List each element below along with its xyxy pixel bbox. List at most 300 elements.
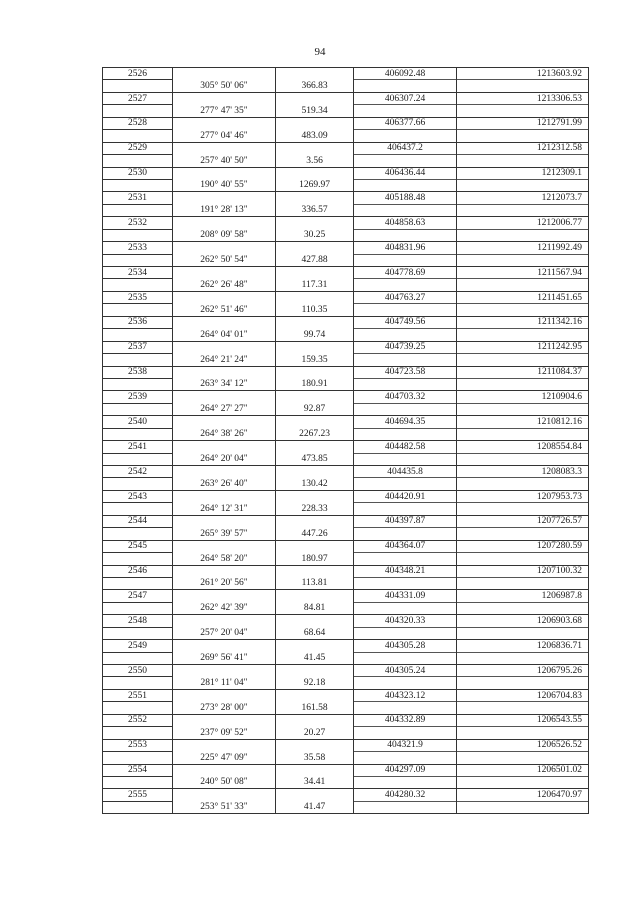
northing-blank — [457, 354, 589, 366]
point-id: 2543 — [103, 490, 173, 502]
easting-blank — [354, 130, 457, 142]
easting-value: 404763.27 — [354, 291, 457, 303]
northing-blank — [457, 652, 589, 664]
bearing-blank — [173, 540, 276, 552]
distance-blank — [276, 167, 354, 179]
distance-blank — [276, 242, 354, 254]
easting-value: 404305.24 — [354, 665, 457, 677]
northing-blank — [457, 503, 589, 515]
easting-blank — [354, 329, 457, 341]
distance-blank — [276, 316, 354, 328]
point-blank — [103, 329, 173, 341]
easting-blank — [354, 528, 457, 540]
point-row — [103, 689, 589, 701]
northing-blank — [457, 329, 589, 341]
northing-value: 1211567.94 — [457, 267, 589, 279]
easting-value: 406377.66 — [354, 117, 457, 129]
distance-blank — [276, 217, 354, 229]
point-row — [103, 565, 589, 577]
easting-value: 404331.09 — [354, 590, 457, 602]
distance-value: 41.45 — [276, 652, 354, 664]
easting-blank — [354, 453, 457, 465]
distance-blank — [276, 565, 354, 577]
bearing-value: 225° 47' 09" — [173, 752, 276, 764]
bearing-value: 264° 38' 26" — [173, 428, 276, 440]
point-id: 2531 — [103, 192, 173, 204]
point-blank — [103, 528, 173, 540]
distance-value: 20.27 — [276, 727, 354, 739]
easting-blank — [354, 403, 457, 415]
segment-row — [103, 329, 589, 341]
segment-row — [103, 453, 589, 465]
distance-value: 41.47 — [276, 801, 354, 813]
segment-row — [103, 403, 589, 415]
bearing-blank — [173, 192, 276, 204]
northing-blank — [457, 179, 589, 191]
easting-value: 404739.25 — [354, 341, 457, 353]
point-blank — [103, 378, 173, 390]
point-id: 2551 — [103, 689, 173, 701]
northing-blank — [457, 776, 589, 788]
segment-row — [103, 528, 589, 540]
point-row — [103, 665, 589, 677]
distance-value: 34.41 — [276, 776, 354, 788]
point-row — [103, 789, 589, 801]
point-row — [103, 515, 589, 527]
northing-value: 1206704.83 — [457, 689, 589, 701]
bearing-blank — [173, 117, 276, 129]
northing-value: 1206501.02 — [457, 764, 589, 776]
point-blank — [103, 702, 173, 714]
bearing-value: 263° 26' 40" — [173, 478, 276, 490]
point-id: 2526 — [103, 68, 173, 80]
distance-blank — [276, 117, 354, 129]
distance-value: 159.35 — [276, 354, 354, 366]
easting-value: 404858.63 — [354, 217, 457, 229]
northing-blank — [457, 627, 589, 639]
easting-blank — [354, 279, 457, 291]
bearing-value: 264° 21' 24" — [173, 354, 276, 366]
easting-value: 404280.32 — [354, 789, 457, 801]
easting-blank — [354, 577, 457, 589]
distance-value: 228.33 — [276, 503, 354, 515]
easting-value: 406307.24 — [354, 92, 457, 104]
northing-blank — [457, 602, 589, 614]
point-blank — [103, 677, 173, 689]
point-id: 2532 — [103, 217, 173, 229]
point-id: 2539 — [103, 391, 173, 403]
northing-blank — [457, 378, 589, 390]
northing-value: 1211992.49 — [457, 242, 589, 254]
distance-blank — [276, 540, 354, 552]
northing-value: 1207100.32 — [457, 565, 589, 577]
bearing-value: 257° 40' 50" — [173, 155, 276, 167]
point-id: 2555 — [103, 789, 173, 801]
segment-row — [103, 130, 589, 142]
point-row — [103, 739, 589, 751]
easting-blank — [354, 105, 457, 117]
distance-value: 336.57 — [276, 204, 354, 216]
bearing-blank — [173, 291, 276, 303]
point-id: 2541 — [103, 441, 173, 453]
point-id: 2538 — [103, 366, 173, 378]
bearing-value: 305° 50' 06" — [173, 80, 276, 92]
distance-blank — [276, 267, 354, 279]
point-blank — [103, 105, 173, 117]
northing-value: 1206470.97 — [457, 789, 589, 801]
bearing-value: 253° 51' 33" — [173, 801, 276, 813]
easting-value: 404397.87 — [354, 515, 457, 527]
bearing-value: 277° 47' 35" — [173, 105, 276, 117]
point-blank — [103, 652, 173, 664]
bearing-value: 264° 58' 20" — [173, 553, 276, 565]
easting-value: 404332.89 — [354, 714, 457, 726]
table-body — [103, 68, 589, 814]
segment-row — [103, 204, 589, 216]
survey-coordinates-table — [102, 67, 589, 814]
segment-row — [103, 354, 589, 366]
easting-value: 404749.56 — [354, 316, 457, 328]
bearing-blank — [173, 341, 276, 353]
point-blank — [103, 453, 173, 465]
point-row — [103, 267, 589, 279]
northing-blank — [457, 553, 589, 565]
northing-blank — [457, 428, 589, 440]
bearing-blank — [173, 739, 276, 751]
point-id: 2553 — [103, 739, 173, 751]
easting-blank — [354, 478, 457, 490]
bearing-value: 264° 27' 27" — [173, 403, 276, 415]
northing-value: 1211342.16 — [457, 316, 589, 328]
segment-row — [103, 229, 589, 241]
point-id: 2528 — [103, 117, 173, 129]
northing-blank — [457, 752, 589, 764]
northing-value: 1210812.16 — [457, 416, 589, 428]
easting-blank — [354, 179, 457, 191]
northing-value: 1213603.92 — [457, 68, 589, 80]
distance-value: 92.18 — [276, 677, 354, 689]
bearing-blank — [173, 764, 276, 776]
segment-row — [103, 304, 589, 316]
point-row — [103, 714, 589, 726]
northing-blank — [457, 229, 589, 241]
northing-blank — [457, 478, 589, 490]
distance-blank — [276, 92, 354, 104]
northing-value: 1211242.95 — [457, 341, 589, 353]
point-id: 2529 — [103, 142, 173, 154]
distance-blank — [276, 789, 354, 801]
easting-blank — [354, 677, 457, 689]
segment-row — [103, 702, 589, 714]
easting-value: 406437.2 — [354, 142, 457, 154]
northing-blank — [457, 727, 589, 739]
point-id: 2544 — [103, 515, 173, 527]
bearing-blank — [173, 515, 276, 527]
northing-blank — [457, 204, 589, 216]
point-blank — [103, 776, 173, 788]
northing-value: 1212309.1 — [457, 167, 589, 179]
bearing-value: 262° 42' 39" — [173, 602, 276, 614]
segment-row — [103, 80, 589, 92]
easting-blank — [354, 378, 457, 390]
point-row — [103, 391, 589, 403]
easting-blank — [354, 602, 457, 614]
distance-blank — [276, 640, 354, 652]
bearing-blank — [173, 441, 276, 453]
northing-value: 1212791.99 — [457, 117, 589, 129]
northing-value: 1207280.59 — [457, 540, 589, 552]
bearing-blank — [173, 267, 276, 279]
bearing-blank — [173, 217, 276, 229]
point-row — [103, 217, 589, 229]
bearing-blank — [173, 490, 276, 502]
distance-blank — [276, 764, 354, 776]
bearing-value: 264° 12' 31" — [173, 503, 276, 515]
point-row — [103, 416, 589, 428]
easting-value: 404831.96 — [354, 242, 457, 254]
distance-value: 117.31 — [276, 279, 354, 291]
easting-blank — [354, 752, 457, 764]
northing-blank — [457, 254, 589, 266]
easting-blank — [354, 304, 457, 316]
distance-value: 68.64 — [276, 627, 354, 639]
bearing-blank — [173, 714, 276, 726]
bearing-value: 208° 09' 58" — [173, 229, 276, 241]
easting-value: 404694.35 — [354, 416, 457, 428]
point-blank — [103, 577, 173, 589]
point-blank — [103, 130, 173, 142]
point-row — [103, 92, 589, 104]
segment-row — [103, 577, 589, 589]
distance-blank — [276, 615, 354, 627]
bearing-value: 265° 39' 57" — [173, 528, 276, 540]
distance-value: 99.74 — [276, 329, 354, 341]
northing-value: 1211084.37 — [457, 366, 589, 378]
northing-blank — [457, 155, 589, 167]
bearing-blank — [173, 167, 276, 179]
segment-row — [103, 652, 589, 664]
bearing-blank — [173, 565, 276, 577]
distance-blank — [276, 665, 354, 677]
northing-blank — [457, 130, 589, 142]
easting-value: 406436.44 — [354, 167, 457, 179]
northing-blank — [457, 577, 589, 589]
distance-value: 92.87 — [276, 403, 354, 415]
easting-blank — [354, 354, 457, 366]
segment-row — [103, 179, 589, 191]
segment-row — [103, 553, 589, 565]
northing-blank — [457, 304, 589, 316]
distance-value: 3.56 — [276, 155, 354, 167]
segment-row — [103, 677, 589, 689]
point-blank — [103, 80, 173, 92]
point-blank — [103, 602, 173, 614]
easting-value: 404348.21 — [354, 565, 457, 577]
segment-row — [103, 602, 589, 614]
distance-blank — [276, 391, 354, 403]
bearing-blank — [173, 316, 276, 328]
bearing-value: 262° 51' 46" — [173, 304, 276, 316]
point-blank — [103, 801, 173, 813]
point-id: 2545 — [103, 540, 173, 552]
point-id: 2533 — [103, 242, 173, 254]
distance-value: 180.91 — [276, 378, 354, 390]
point-row — [103, 167, 589, 179]
distance-value: 1269.97 — [276, 179, 354, 191]
segment-row — [103, 627, 589, 639]
northing-blank — [457, 702, 589, 714]
point-blank — [103, 179, 173, 191]
bearing-blank — [173, 665, 276, 677]
easting-blank — [354, 428, 457, 440]
easting-blank — [354, 627, 457, 639]
segment-row — [103, 776, 589, 788]
bearing-value: 277° 04' 46" — [173, 130, 276, 142]
distance-blank — [276, 689, 354, 701]
bearing-value: 264° 20' 04" — [173, 453, 276, 465]
distance-blank — [276, 490, 354, 502]
point-blank — [103, 155, 173, 167]
point-blank — [103, 752, 173, 764]
point-row — [103, 242, 589, 254]
northing-blank — [457, 677, 589, 689]
northing-value: 1208083.3 — [457, 466, 589, 478]
northing-value: 1206836.71 — [457, 640, 589, 652]
bearing-value: 240° 50' 08" — [173, 776, 276, 788]
easting-value: 404320.33 — [354, 615, 457, 627]
segment-row — [103, 752, 589, 764]
point-row — [103, 316, 589, 328]
distance-blank — [276, 341, 354, 353]
easting-blank — [354, 254, 457, 266]
point-id: 2536 — [103, 316, 173, 328]
easting-blank — [354, 801, 457, 813]
point-id: 2540 — [103, 416, 173, 428]
point-row — [103, 615, 589, 627]
northing-value: 1206987.8 — [457, 590, 589, 602]
northing-value: 1212073.7 — [457, 192, 589, 204]
easting-value: 404703.32 — [354, 391, 457, 403]
easting-blank — [354, 229, 457, 241]
bearing-blank — [173, 416, 276, 428]
northing-value: 1207953.73 — [457, 490, 589, 502]
point-id: 2552 — [103, 714, 173, 726]
distance-blank — [276, 192, 354, 204]
bearing-blank — [173, 92, 276, 104]
point-blank — [103, 403, 173, 415]
point-blank — [103, 503, 173, 515]
distance-blank — [276, 739, 354, 751]
distance-blank — [276, 714, 354, 726]
distance-blank — [276, 466, 354, 478]
easting-blank — [354, 702, 457, 714]
northing-value: 1212006.77 — [457, 217, 589, 229]
bearing-value: 262° 26' 48" — [173, 279, 276, 291]
point-row — [103, 366, 589, 378]
segment-row — [103, 428, 589, 440]
distance-value: 366.83 — [276, 80, 354, 92]
point-blank — [103, 428, 173, 440]
bearing-blank — [173, 366, 276, 378]
bearing-value: 237° 09' 52" — [173, 727, 276, 739]
easting-blank — [354, 155, 457, 167]
northing-value: 1212312.58 — [457, 142, 589, 154]
distance-value: 473.85 — [276, 453, 354, 465]
distance-blank — [276, 68, 354, 80]
distance-value: 2267.23 — [276, 428, 354, 440]
distance-value: 519.34 — [276, 105, 354, 117]
distance-value: 35.58 — [276, 752, 354, 764]
segment-row — [103, 155, 589, 167]
northing-blank — [457, 801, 589, 813]
point-blank — [103, 354, 173, 366]
point-id: 2530 — [103, 167, 173, 179]
point-row — [103, 441, 589, 453]
bearing-value: 264° 04' 01" — [173, 329, 276, 341]
segment-row — [103, 254, 589, 266]
distance-blank — [276, 291, 354, 303]
distance-value: 84.81 — [276, 602, 354, 614]
point-row — [103, 490, 589, 502]
point-id: 2535 — [103, 291, 173, 303]
bearing-value: 263° 34' 12" — [173, 378, 276, 390]
bearing-blank — [173, 615, 276, 627]
bearing-value: 261° 20' 56" — [173, 577, 276, 589]
point-id: 2547 — [103, 590, 173, 602]
segment-row — [103, 478, 589, 490]
page-number: 94 — [314, 46, 326, 58]
easting-value: 404364.07 — [354, 540, 457, 552]
distance-blank — [276, 142, 354, 154]
bearing-value: 262° 50' 54" — [173, 254, 276, 266]
easting-value: 404482.58 — [354, 441, 457, 453]
northing-blank — [457, 279, 589, 291]
easting-value: 404420.91 — [354, 490, 457, 502]
distance-value: 161.58 — [276, 702, 354, 714]
point-id: 2554 — [103, 764, 173, 776]
bearing-blank — [173, 391, 276, 403]
easting-value: 405188.48 — [354, 192, 457, 204]
bearing-blank — [173, 142, 276, 154]
bearing-blank — [173, 640, 276, 652]
bearing-blank — [173, 242, 276, 254]
bearing-blank — [173, 466, 276, 478]
point-id: 2548 — [103, 615, 173, 627]
easting-blank — [354, 204, 457, 216]
easting-value: 404321.9 — [354, 739, 457, 751]
northing-blank — [457, 453, 589, 465]
point-id: 2542 — [103, 466, 173, 478]
distance-value: 427.88 — [276, 254, 354, 266]
segment-row — [103, 279, 589, 291]
distance-value: 130.42 — [276, 478, 354, 490]
bearing-value: 269° 56' 41" — [173, 652, 276, 664]
easting-blank — [354, 503, 457, 515]
easting-blank — [354, 776, 457, 788]
easting-value: 404323.12 — [354, 689, 457, 701]
bearing-blank — [173, 789, 276, 801]
northing-blank — [457, 528, 589, 540]
point-blank — [103, 627, 173, 639]
easting-value: 404305.28 — [354, 640, 457, 652]
point-blank — [103, 727, 173, 739]
point-id: 2534 — [103, 267, 173, 279]
distance-value: 30.25 — [276, 229, 354, 241]
northing-value: 1208554.84 — [457, 441, 589, 453]
point-row — [103, 640, 589, 652]
easting-value: 404778.69 — [354, 267, 457, 279]
easting-blank — [354, 652, 457, 664]
